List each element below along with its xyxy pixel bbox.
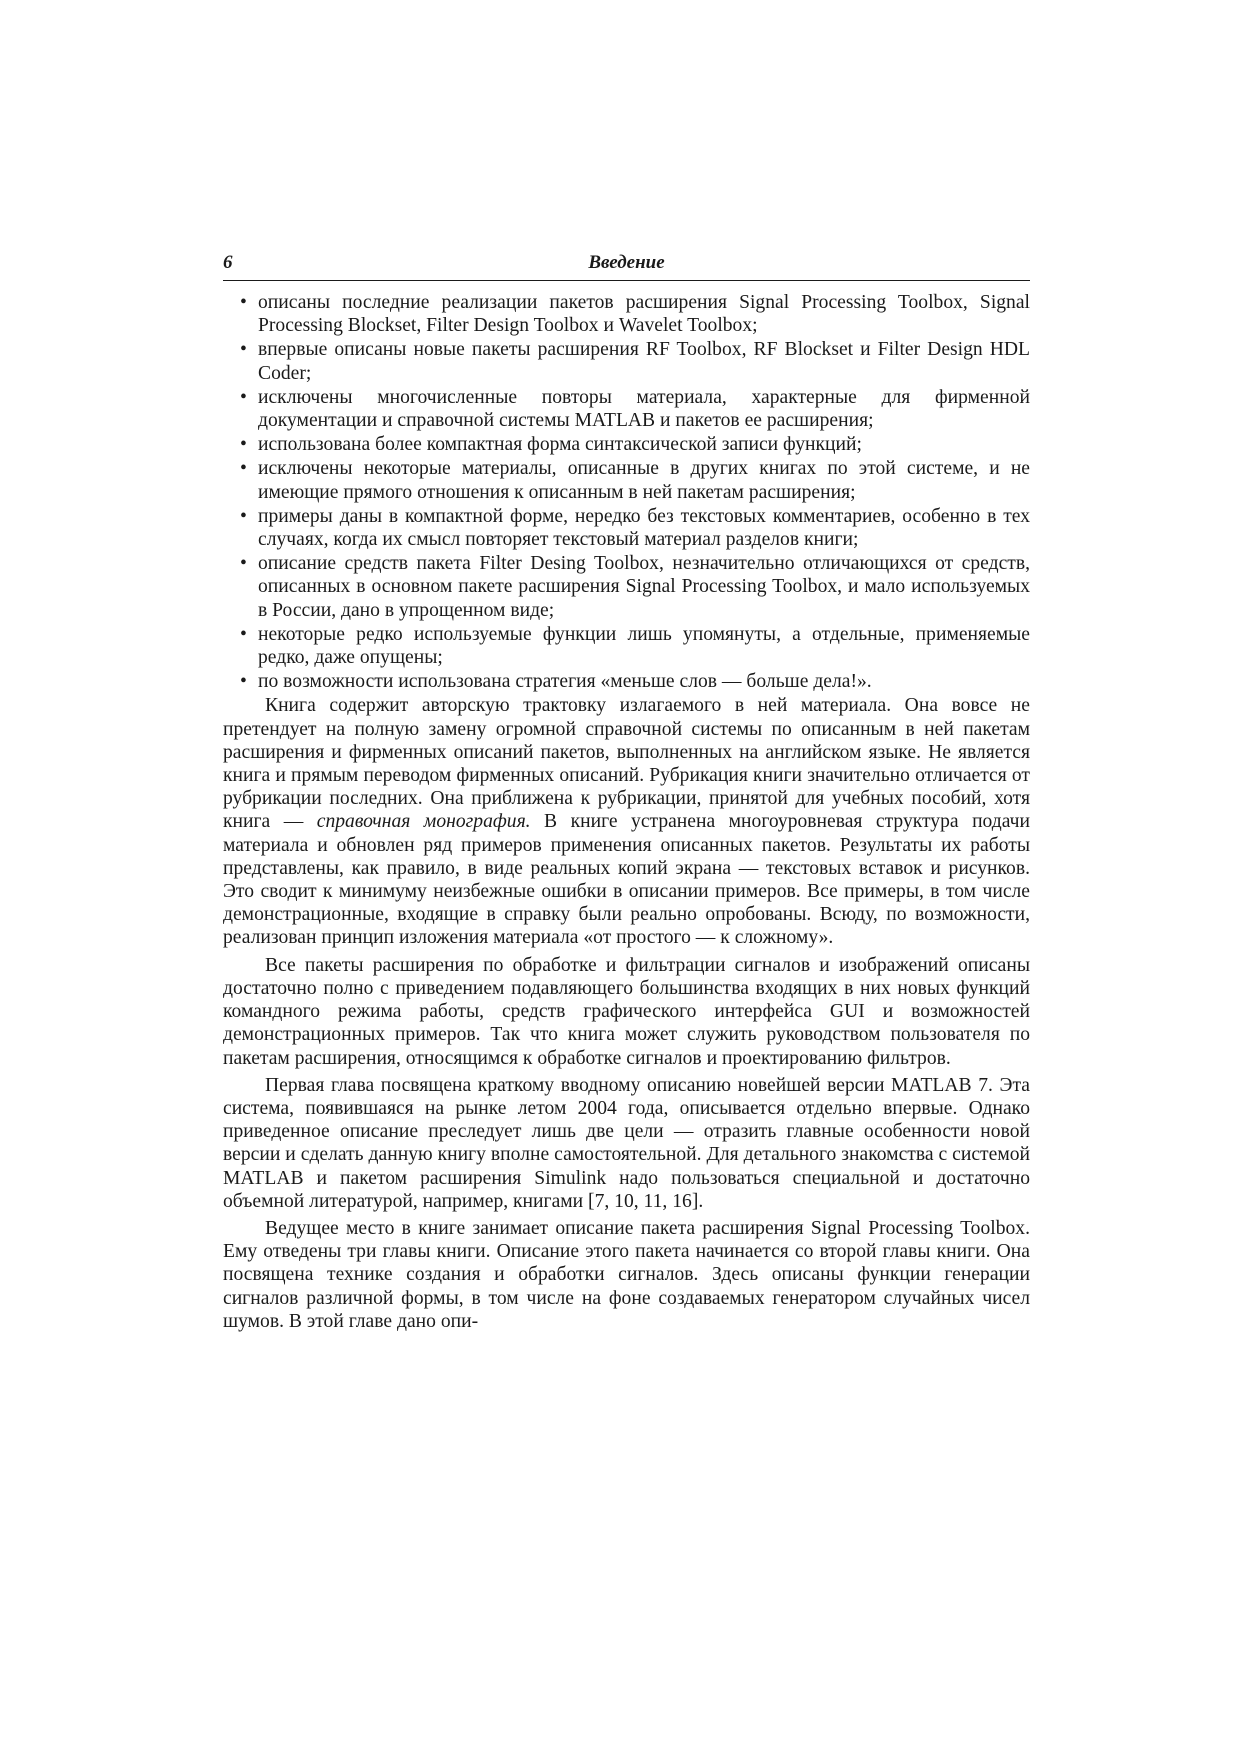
page-number: 6 (223, 252, 233, 273)
book-page (223, 250, 1030, 1337)
section-title: Введение (588, 252, 665, 273)
list-item (240, 670, 1030, 693)
list-item-text: примеры даны в компактной форме, нередко без текстовых комментариев, особенно в тех случаях, когда их смысл повторяет текстовый материал разделов книги; (258, 505, 1030, 551)
list-item (240, 386, 1030, 432)
list-item (240, 457, 1030, 503)
list-item-text: впервые описаны новые пакеты расширения RF Toolbox, RF Blockset и Filter Design HDL Coder; (258, 339, 1030, 384)
bullet-icon: • (240, 339, 247, 361)
paragraph-book-approach (223, 694, 1030, 949)
list-item (240, 433, 1030, 456)
bullet-icon: • (240, 671, 247, 693)
list-item (240, 623, 1030, 669)
list-item-text: использована более компактная форма синтаксической записи функций; (258, 434, 862, 456)
emphasis-text: справочная монография. (316, 811, 531, 833)
paragraph-text: В книге устранена многоуровневая структура подачи материала и обновлен ряд примеров применения описанных пакетов. Результаты их работы представлены, как правило, в виде реальных копий экрана — текстовых вставок и рисунков. Это сводит к минимуму неизбежные ошибки в описании примеров. Все примеры, в том числе демонстрационные, входящие в справку были реально опробованы. Всюду, по возможности, реализован принцип изложения материала «от простого — к сложному». (223, 811, 1031, 949)
feature-list (223, 291, 1030, 693)
bullet-icon: • (240, 292, 247, 313)
bullet-icon: • (240, 505, 247, 527)
paragraph-signal-toolbox: Ведущее место в книге занимает описание пакета расширения Signal Processing Toolbox. Ему отведены три главы книги. Описание этого пакета начинается со второй главы книги. Она посвящена технике создания и обработки сигналов. Здесь описаны функции генерации сигналов различной формы, в том числе на фоне создаваемых генератором случайных чисел шумов. В этой главе дано опи- (223, 1217, 1030, 1332)
list-item-text: исключены некоторые материалы, описанные в других книгах по этой системе, и не имеющие прямого отношения к описанным в ней пакетам расширения; (258, 458, 1030, 503)
list-item (240, 505, 1030, 551)
bullet-icon: • (240, 386, 247, 408)
list-item-text: некоторые редко используемые функции лишь упомянуты, а отдельные, применяемые редко, даже опущены; (258, 623, 1030, 669)
list-item-text: описание средств пакета Filter Desing Toolbox, незначительно отличающихся от средств, описанных в основном пакете расширения Signal Processing Toolbox, и мало используемых в России, дано в упрощенном виде; (258, 553, 1030, 621)
page-content (223, 291, 1030, 1333)
list-item-text: по возможности использована стратегия «меньше слов — больше дела!». (258, 671, 872, 693)
bullet-icon: • (240, 553, 247, 575)
running-head (223, 250, 1030, 281)
list-item (240, 552, 1030, 622)
list-item (240, 291, 1030, 337)
paragraph-chapter-one: Первая глава посвящена краткому вводному описанию новейшей версии MATLAB 7. Эта система, появившаяся на рынке летом 2004 года, описывается отдельно впервые. Однако приведенное описание преследует лишь две цели — отразить главные особенности новой версии и сделать данную книгу вполне самостоятельной. Для детального знакомства с системой MATLAB и пакетом расширения Simulink надо пользоваться специальной и достаточно объемной литературой, например, книгами [7, 10, 11, 16]. (223, 1074, 1030, 1212)
list-item-text: описаны последние реализации пакетов расширения Signal Processing Toolbox, Signal Processing Blockset, Filter Design Toolbox и Wavelet Toolbox; (258, 292, 1030, 337)
bullet-icon: • (240, 623, 247, 645)
list-item-text: исключены многочисленные повторы материала, характерные для фирменной документации и справочной системы MATLAB и пакетов ее расширения; (258, 386, 1030, 432)
paragraph-text: Книга содержит авторскую трактовку излагаемого в ней материала. Она вовсе не претендует на полную замену огромной справочной системы по описанным в ней пакетам расширения и фирменных описаний пакетов, выполненных на английском языке. Не является книга и прямым переводом фирменных описаний. Рубрикация книги значительно отличается от рубрикации последних. Она приближена к рубрикации, принятой для учебных пособий, хотя книга — (223, 695, 1030, 833)
paragraph-packages: Все пакеты расширения по обработке и фильтрации сигналов и изображений описаны достаточно полно с приведением подавляющего большинства входящих в них новых функций командного режима работы, средств графического интерфейса GUI и возможностей демонстрационных примеров. Так что книга может служить руководством пользователя по пакетам расширения, относящимся к обработке сигналов и проектированию фильтров. (223, 954, 1030, 1069)
bullet-icon: • (240, 458, 247, 480)
list-item (240, 338, 1030, 384)
bullet-icon: • (240, 434, 247, 456)
